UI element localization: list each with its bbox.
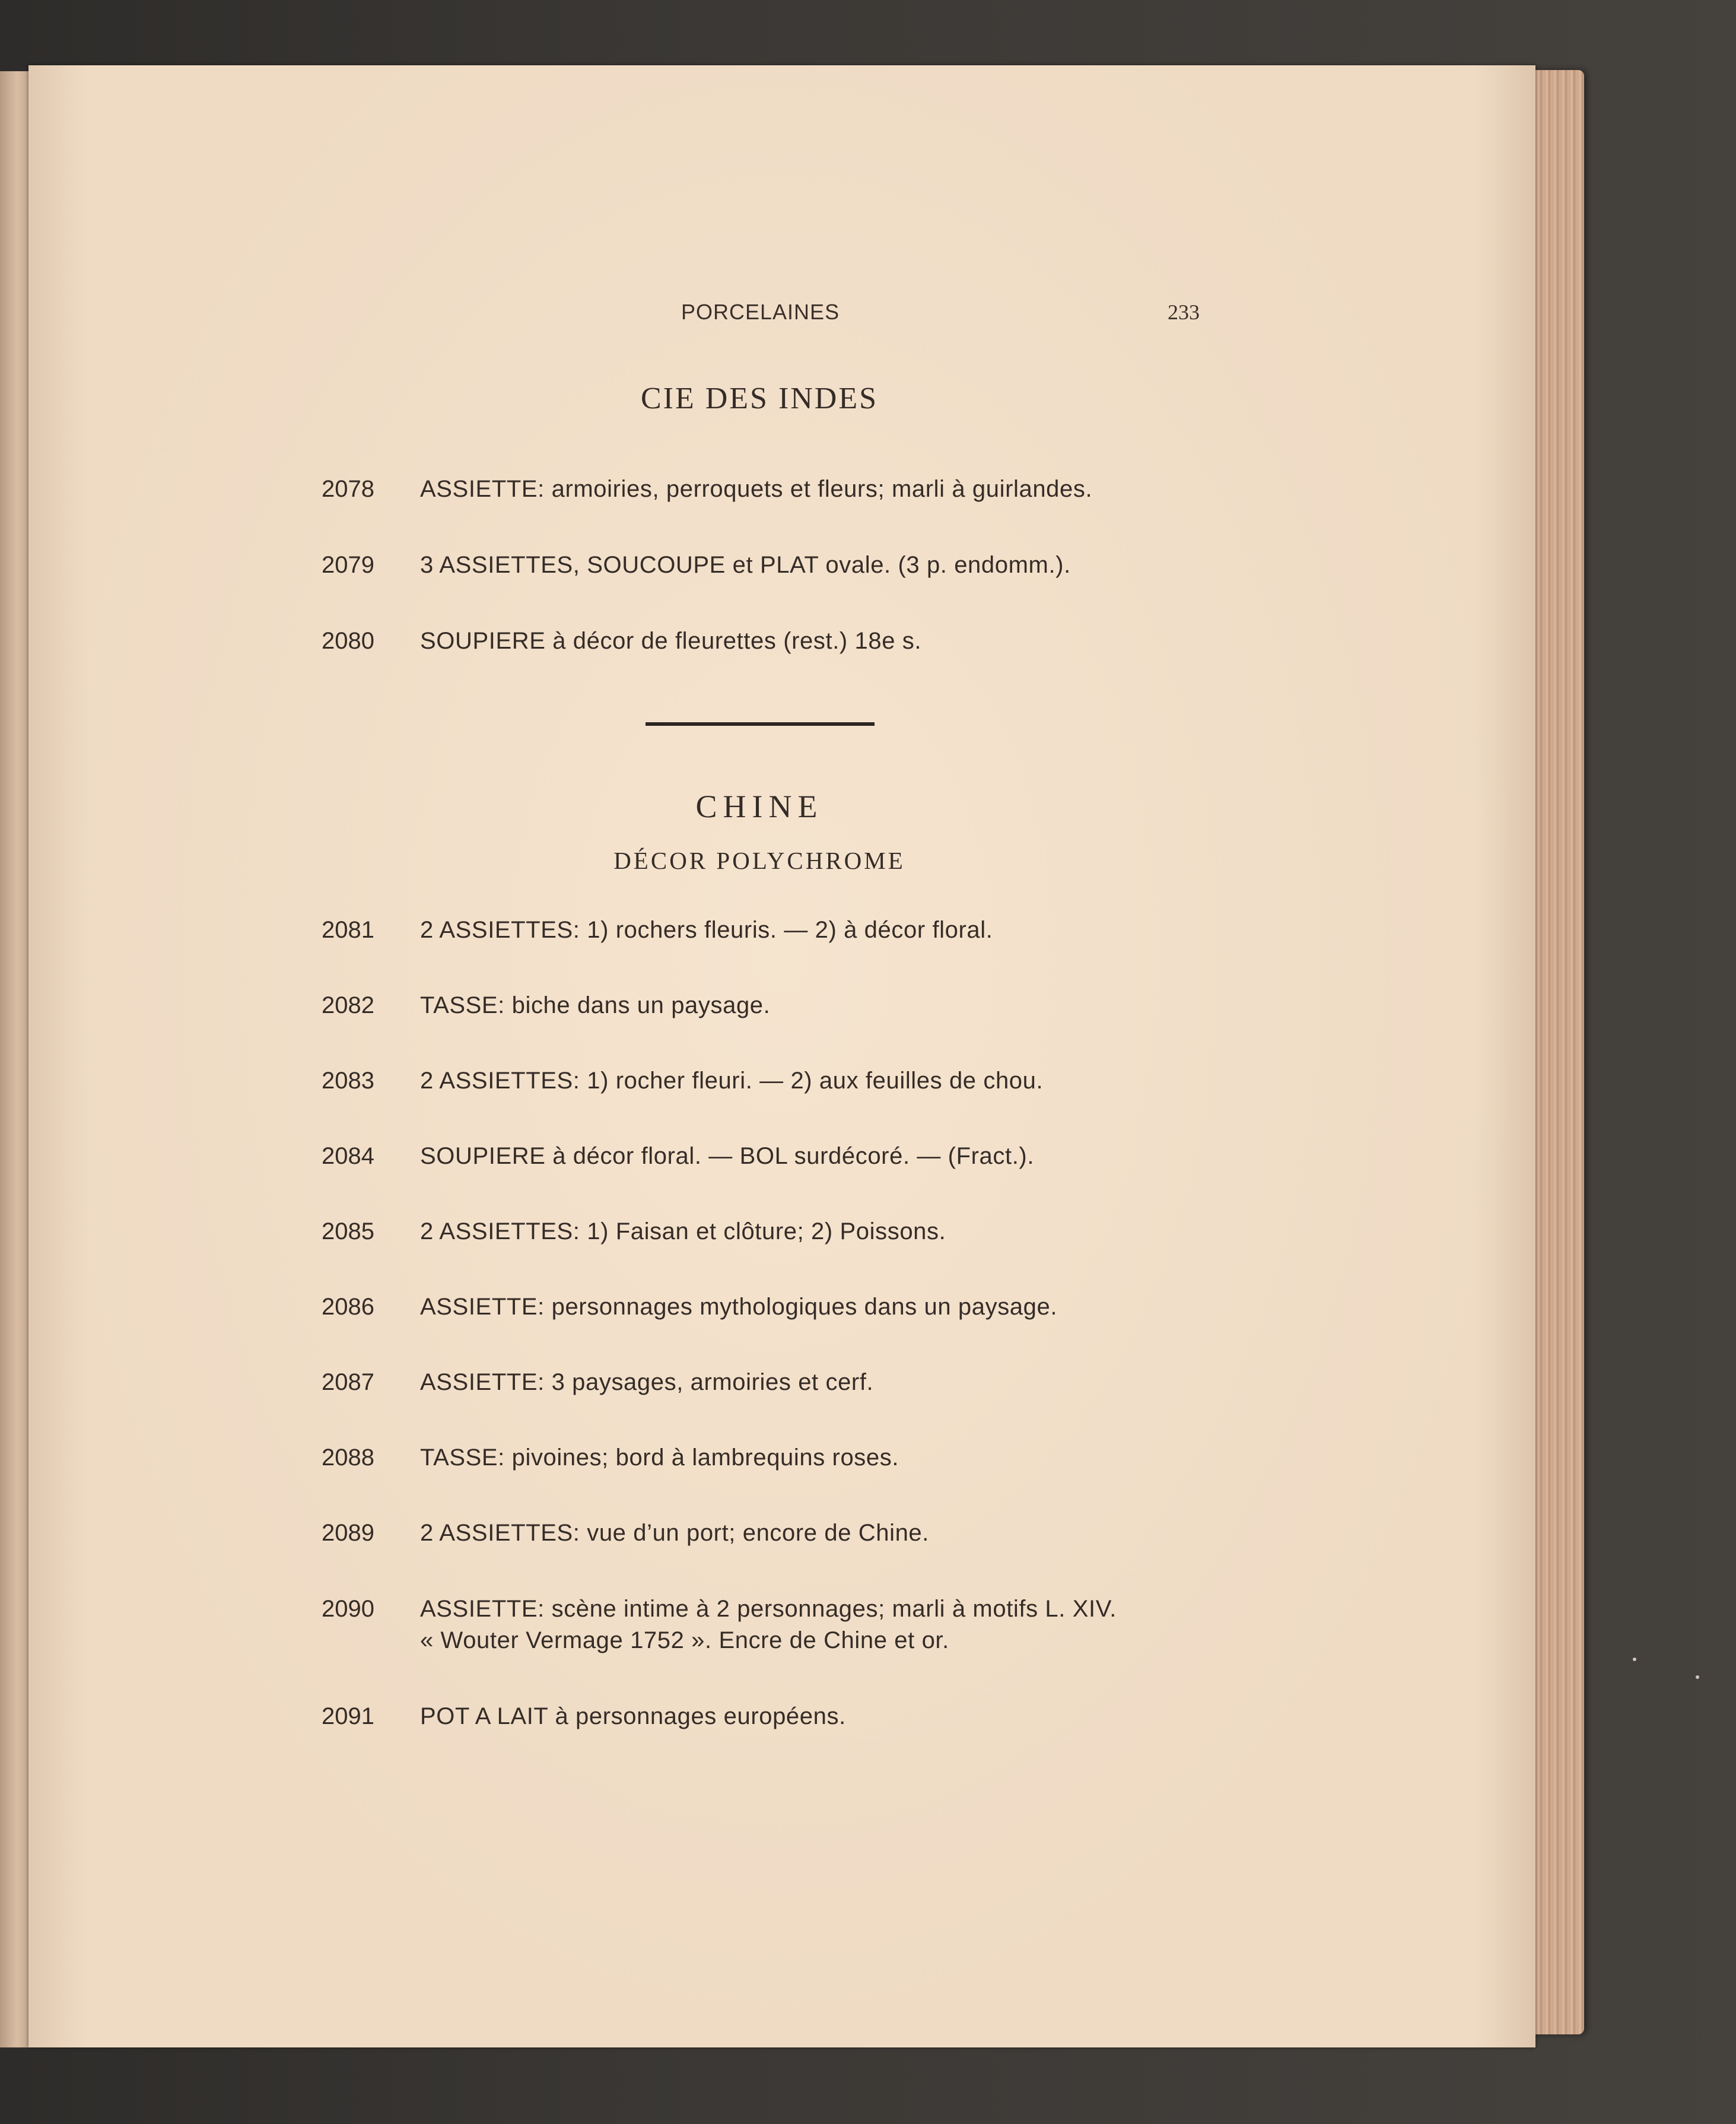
lot-number: 2079	[322, 552, 374, 578]
lot-description: ASSIETTE: personnages mythologiques dans un paysage.	[420, 1294, 1058, 1320]
lot-description: ASSIETTE: armoiries, perroquets et fleurs; marli à guirlandes.	[420, 476, 1093, 502]
lot-number: 2078	[322, 476, 374, 502]
lot-number: 2090	[322, 1596, 374, 1622]
lot-number: 2089	[322, 1520, 374, 1546]
lot-number: 2091	[322, 1703, 374, 1729]
lot-number: 2086	[322, 1294, 374, 1320]
lot-number: 2082	[322, 992, 374, 1018]
lot-description-continuation: « Wouter Vermage 1752 ». Encre de Chine et or.	[420, 1627, 949, 1653]
section-divider-rule	[646, 722, 875, 726]
book-page	[28, 65, 1535, 2047]
section-subtitle: DÉCOR POLYCHROME	[613, 847, 905, 874]
lot-number: 2083	[322, 1068, 374, 1094]
lot-description: ASSIETTE: scène intime à 2 personnages; marli à motifs L. XIV.	[420, 1596, 1117, 1622]
lot-number: 2080	[322, 628, 374, 654]
lot-number: 2087	[322, 1369, 374, 1395]
dust-speck	[1633, 1658, 1636, 1661]
lot-number: 2081	[322, 917, 374, 943]
lot-description: 3 ASSIETTES, SOUCOUPE et PLAT ovale. (3 p. endomm.).	[420, 552, 1071, 578]
lot-description: TASSE: biche dans un paysage.	[420, 992, 771, 1018]
lot-number: 2084	[322, 1143, 374, 1169]
running-head: PORCELAINES	[681, 300, 840, 324]
lot-description: 2 ASSIETTES: 1) rocher fleuri. — 2) aux feuilles de chou.	[420, 1068, 1044, 1094]
lot-description: POT A LAIT à personnages européens.	[420, 1703, 846, 1729]
section-title-chine: CHINE	[695, 789, 824, 824]
lot-number: 2085	[322, 1218, 374, 1244]
lot-description: 2 ASSIETTES: 1) Faisan et clôture; 2) Poissons.	[420, 1218, 946, 1244]
lot-description: SOUPIERE à décor floral. — BOL surdécoré. — (Fract.).	[420, 1143, 1035, 1169]
section-title-cie-des-indes: CIE DES INDES	[640, 382, 879, 415]
lot-description: 2 ASSIETTES: vue d’un port; encore de Chine.	[420, 1520, 929, 1546]
lot-number: 2088	[322, 1444, 374, 1471]
dust-speck	[1696, 1675, 1699, 1679]
lot-description: TASSE: pivoines; bord à lambrequins roses.	[420, 1444, 899, 1471]
lot-description: ASSIETTE: 3 paysages, armoiries et cerf.	[420, 1369, 874, 1395]
lot-description: SOUPIERE à décor de fleurettes (rest.) 18e s.	[420, 628, 922, 654]
page-number: 233	[1168, 300, 1200, 324]
left-page-edge	[0, 71, 30, 2047]
lot-description: 2 ASSIETTES: 1) rochers fleuris. — 2) à décor floral.	[420, 917, 993, 943]
